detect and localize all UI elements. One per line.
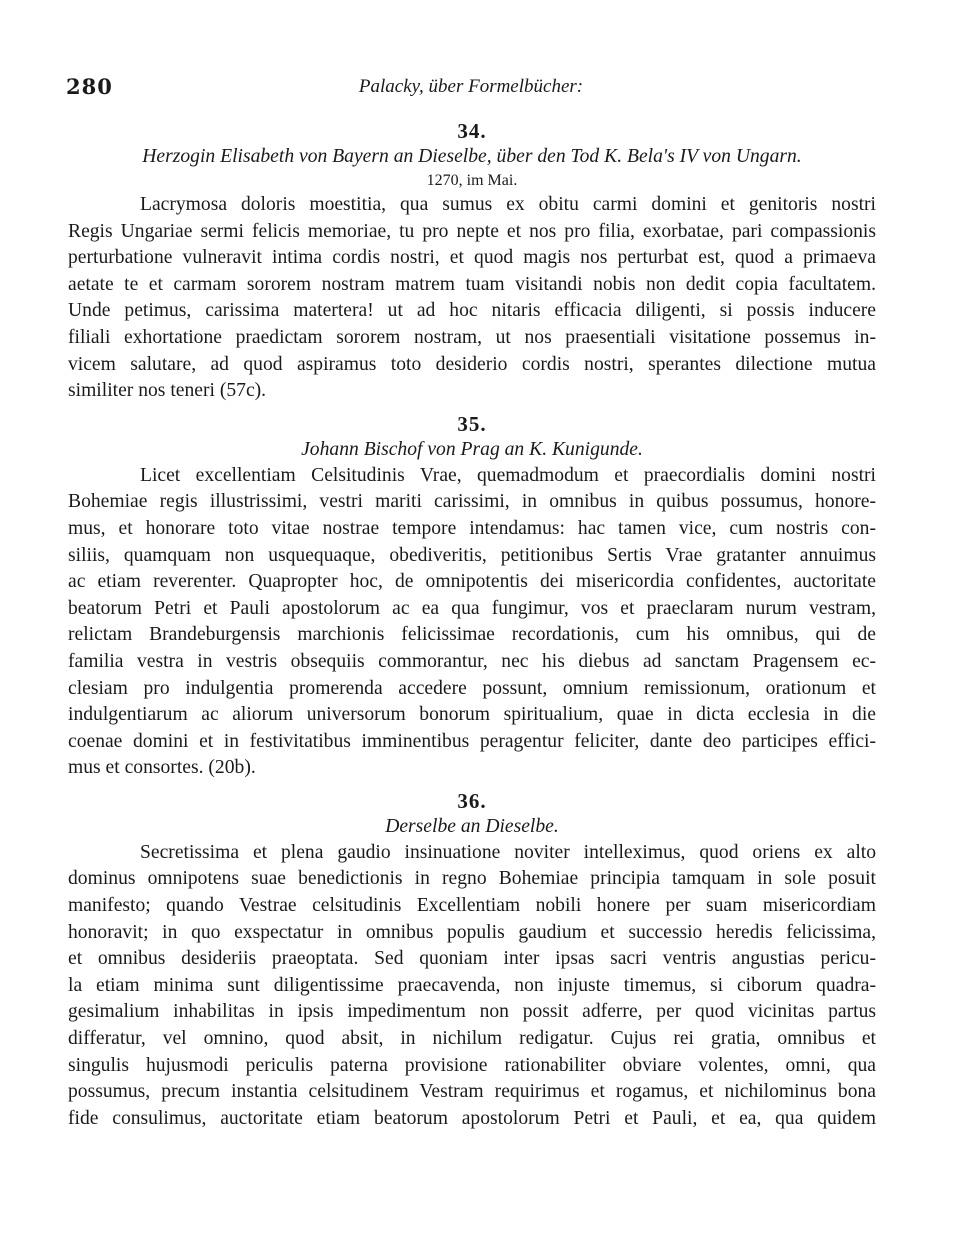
text-line: singulis hujusmodi periculis paterna provisione rationabiliter obviare volentes, omni, qua <box>68 1054 876 1076</box>
text-line: vicem salutare, ad quod aspiramus toto desiderio cordis nostri, sperantes dilectione mutua <box>68 353 876 375</box>
text-line: manifesto; quando Vestrae celsitudinis Excellentiam nobili honere per suam misericordiam <box>68 895 876 917</box>
page-number: 280 <box>66 74 113 99</box>
text-line: gesimalium inhabilitas in ipsis impedimentum non possit adferre, per quod vicinitas partus <box>68 1001 876 1023</box>
text-line: familia vestra in vestris obsequiis commorantur, nec his diebus ad sanctam Pragensem ec- <box>68 650 876 672</box>
text-line: fide consulimus, auctoritate etiam beatorum apostolorum Petri et Pauli, et ea, qua quidem <box>68 1107 876 1129</box>
text-line: Licet excellentiam Celsitudinis Vrae, quemadmodum et praecordialis domini nostri <box>140 464 876 486</box>
text-line: filiali exhortatione praedictam sororem nostram, ut nos praesentiali visitatione possemus in- <box>68 326 876 348</box>
text-line: Regis Ungariae sermi felicis memoriae, tu pro nepte et nos pro filia, exorbatae, pari compassionis <box>68 220 876 242</box>
text-line: differatur, vel omnino, quod absit, in nichilum redigatur. Cujus rei gratia, omnibus et <box>68 1028 876 1050</box>
text-line: Lacrymosa doloris moestitia, qua sumus ex obitu carmi domini et genitoris nostri <box>140 194 876 215</box>
text-line: Secretissima et plena gaudio insinuatione noviter intelleximus, quod oriens ex alto <box>140 841 876 863</box>
text-line: Unde petimus, carissima matertera! ut ad hoc nitaris efficacia diligenti, si possis inducere <box>68 300 876 322</box>
section-date: 1270, im Mai. <box>426 172 518 189</box>
section-paragraph <box>68 192 876 405</box>
text-line: et omnibus desideriis praeoptata. Sed quoniam inter ipsas sacri ventris angustias pericu- <box>68 948 876 970</box>
text-line: coenae domini et in festivitatibus imminentibus peragentur feliciter, dante deo participes effici- <box>68 730 876 752</box>
text-line: indulgentiarum ac aliorum universorum bonorum spiritualium, quae in dicta ecclesia in die <box>68 704 876 726</box>
section-number: 35. <box>457 411 487 436</box>
text-line: possumus, precum instantia celsitudinem Vestram requirimus et rogamus, et nichilominus bona <box>68 1081 876 1103</box>
text-line: perturbatione vulneravit intima cordis nostri, et quod magis nos perturbat est, quod a primaeva <box>68 247 876 269</box>
text-line: la etiam minima sunt diligentissime praecavenda, non injuste timemus, si ciborum quadra- <box>68 974 876 996</box>
section-paragraph <box>68 840 876 1133</box>
section-34 <box>68 118 876 405</box>
section-title: Johann Bischof von Prag an K. Kunigunde. <box>301 438 643 460</box>
text-line: clesiam pro indulgentia promerenda accedere possunt, omnium remissionum, orationum et <box>68 677 876 699</box>
text-line: honoravit; in quo exspectatur in omnibus populis gaudium et successio heredis felicissima, <box>68 921 876 943</box>
page-header <box>66 74 876 104</box>
text-line: ac etiam reverenter. Quapropter hoc, de omnipotentis dei misericordia confidentes, auctoritate <box>68 571 876 593</box>
running-head: Palacky, über Formelbücher: <box>358 76 584 97</box>
section-number: 34. <box>457 119 487 143</box>
text-line: beatorum Petri et Pauli apostolorum ac ea qua fungimur, vos et praeclaram nurum vestram, <box>68 597 876 619</box>
section-35 <box>68 411 876 782</box>
section-paragraph <box>68 463 876 782</box>
section-36 <box>68 788 876 1133</box>
text-line: mus, et honorare toto vitae nostrae tempore intendamus: hac tamen vice, cum nostris con- <box>68 517 876 539</box>
section-title: Derselbe an Dieselbe. <box>385 815 559 837</box>
text-line: similiter nos teneri (57c). <box>68 380 267 402</box>
text-line: relictam Brandeburgensis marchionis felicissimae recordationis, cum his omnibus, qui de <box>68 624 876 646</box>
section-number: 36. <box>457 788 487 813</box>
section-title: Herzogin Elisabeth von Bayern an Dieselbe, über den Tod K. Bela's IV von Ungarn. <box>142 146 802 167</box>
text-line: dominus omnipotens suae benedictionis in regno Bohemiae principia tamquam in sole posuit <box>68 868 876 890</box>
text-line: Bohemiae regis illustrissimi, vestri mariti carissimi, in omnibus in quibus possumus, honore- <box>68 491 876 513</box>
body-text <box>68 118 876 1132</box>
text-line: siliis, quamquam non usquequaque, obediveritis, petitionibus Sertis Vrae gratanter annuimus <box>68 544 876 566</box>
text-line: aetate te et carmam sororem nostram matrem tuam visitandi nobis non dedit copia facultatem. <box>68 273 876 295</box>
text-line: mus et consortes. (20b). <box>68 757 256 779</box>
